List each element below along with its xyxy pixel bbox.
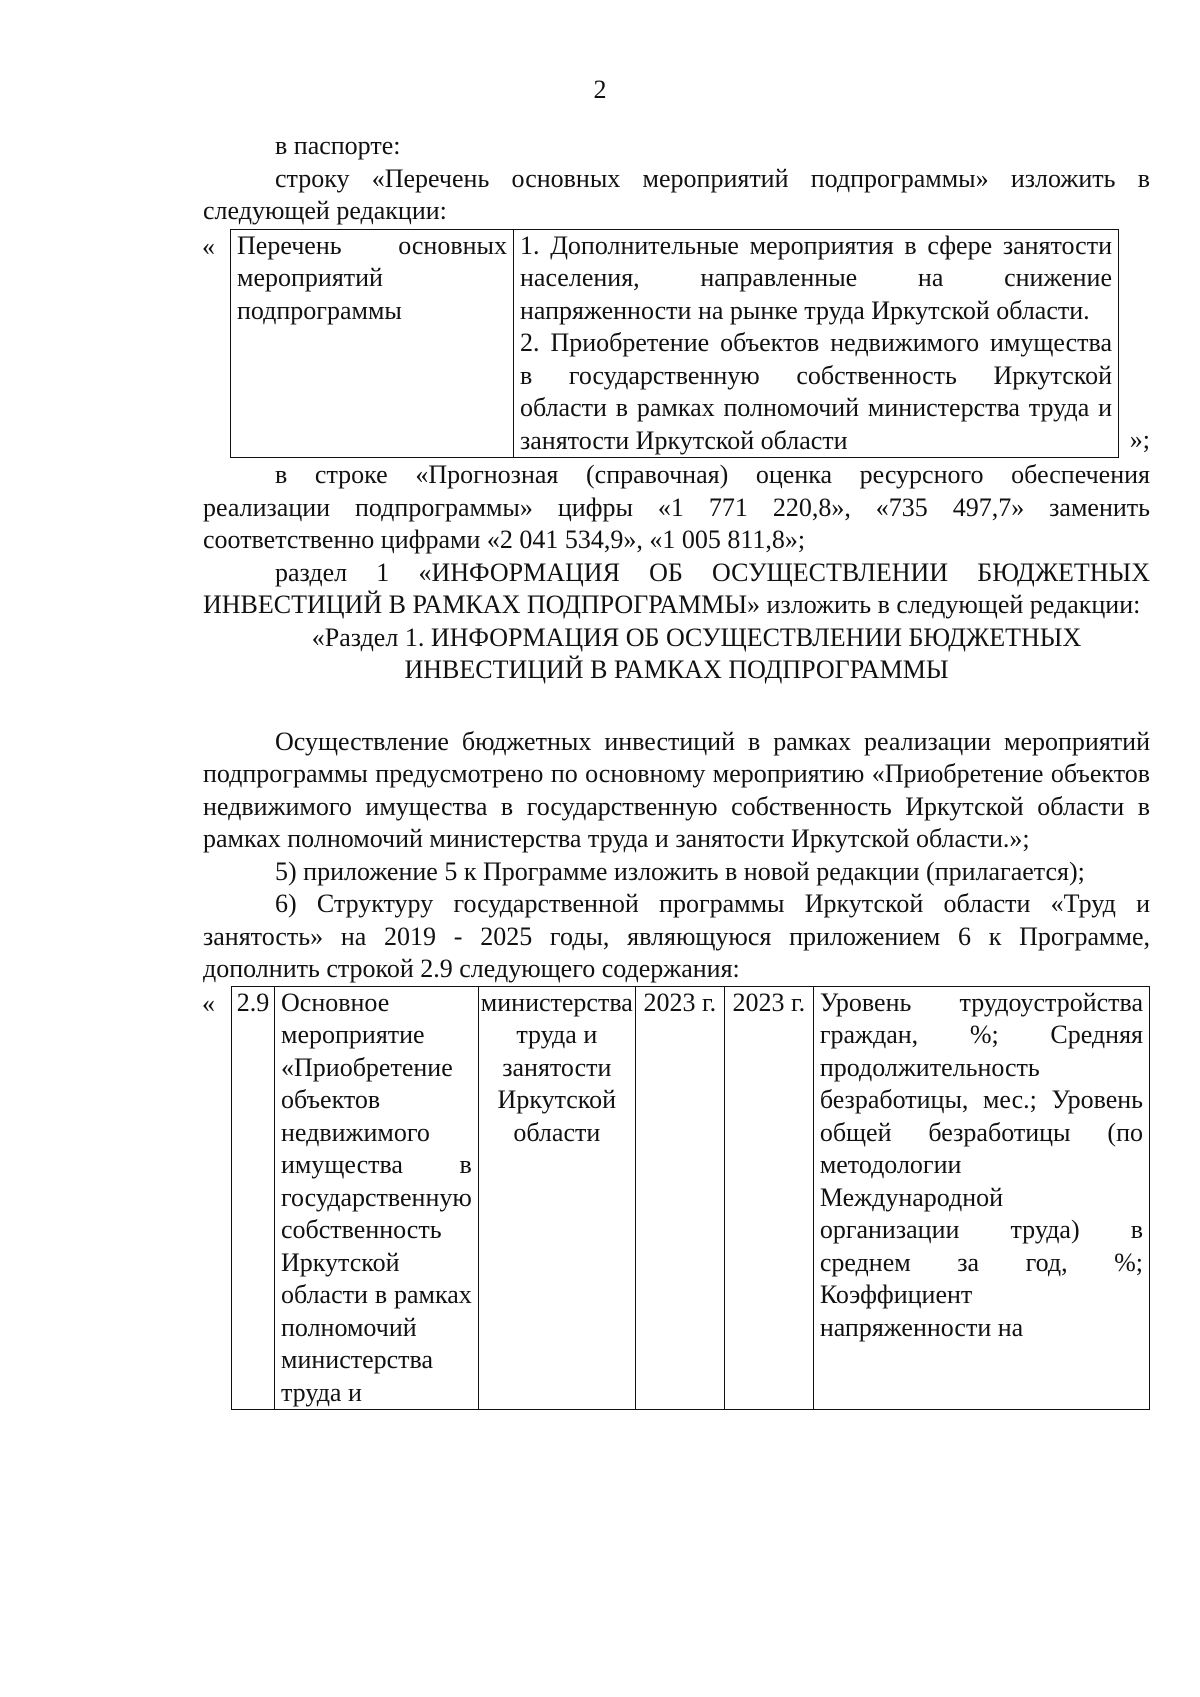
table-cell-label: Перечень основных мероприятий подпрограммы <box>231 229 514 458</box>
table-cell-executor: министерства труда и занятости Иркутской области <box>478 986 635 1410</box>
subprogram-measures-table <box>230 229 1119 459</box>
measure-item-2: 2. Приобретение объектов недвижимого имущества в государственную собственность Иркутской области в рамках полномочий министерства труда и занятости Иркутской области <box>520 328 1112 455</box>
paragraph-row-intro: строку «Перечень основных мероприятий подпрограммы» изложить в следующей редакции: <box>203 163 1150 225</box>
paragraph-forecast: в строке «Прогнозная (справочная) оценка ресурсного обеспечения реализации подпрограммы» цифры «1 771 220,8», «735 497,7» заменить соответственно цифрами «2 041 534,9», «1 005 811,8»; <box>203 460 1150 554</box>
table-cell-number: 2.9 <box>232 986 275 1410</box>
measure-item-1: 1. Дополнительные мероприятия в сфере занятости населения, направленные на снижение напряженности на рынке труда Иркутской области. <box>520 230 1112 325</box>
table-row <box>231 229 1119 458</box>
opening-quote-mark: « <box>202 988 215 1018</box>
paragraph-section: раздел 1 «ИНФОРМАЦИЯ ОБ ОСУЩЕСТВЛЕНИИ БЮДЖЕТНЫХ ИНВЕСТИЦИЙ В РАМКАХ ПОДПРОГРАММЫ» изложить в следующей редакции: <box>203 557 1150 619</box>
document-body <box>203 130 1150 1410</box>
paragraph-body: Осуществление бюджетных инвестиций в рамках реализации мероприятий подпрограммы предусмотрено по основному мероприятию «Приобретение объектов недвижимого имущества в государственную собственность Иркутской области в рамках полномочий министерства труда и занятости Иркутской области.»; <box>203 726 1150 853</box>
table-cell-measures <box>514 229 1119 458</box>
table-cell-indicators: Уровень трудоустройства граждан, %; Средняя продолжительность безработицы, мес.; Уровень общей безработицы (по методологии Международной организации труда) в среднем за год, %; Коэффициент напряженности на <box>813 986 1149 1410</box>
page-number: 2 <box>593 75 607 104</box>
paragraph-item-5: 5) приложение 5 к Программе изложить в новой редакции (прилагается); <box>275 856 1085 886</box>
program-structure-table <box>231 986 1150 1411</box>
opening-quote-mark: « <box>202 231 215 261</box>
table-cell-measure: Основное мероприятие «Приобретение объектов недвижимого имущества в государственную собственность Иркутской области в рамках полномочий министерства труда и <box>275 986 479 1410</box>
quoted-table-2 <box>203 986 1150 1411</box>
paragraph-item-6: 6) Структуру государственной программы Иркутской области «Труд и занятость» на 2019 - 2025 годы, являющуюся приложением 6 к Программе, дополнить строкой 2.9 следующего содержания: <box>203 889 1150 983</box>
table-cell-end-year: 2023 г. <box>724 986 813 1410</box>
quoted-table-1 <box>203 229 1150 459</box>
blank-line <box>203 687 1150 719</box>
paragraph-passport: в паспорте: <box>275 131 401 160</box>
section-heading-line-2: ИНВЕСТИЦИЙ В РАМКАХ ПОДПРОГРАММЫ <box>404 655 949 684</box>
section-heading-line-1: «Раздел 1. ИНФОРМАЦИЯ ОБ ОСУЩЕСТВЛЕНИИ БЮДЖЕТНЫХ <box>311 622 1082 652</box>
table-cell-start-year: 2023 г. <box>635 986 724 1410</box>
table-row <box>232 986 1150 1410</box>
closing-quote-mark: »; <box>1129 424 1150 454</box>
